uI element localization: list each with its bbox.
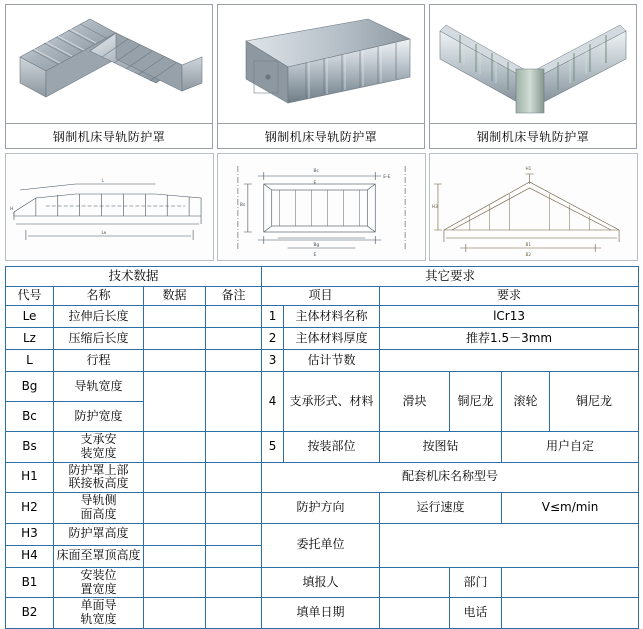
footer-label-date: 填单日期 bbox=[262, 598, 380, 629]
svg-text:E: E bbox=[313, 252, 317, 259]
row-code: H2 bbox=[6, 493, 54, 524]
row-name-line1: 导轨宽度 bbox=[74, 378, 123, 393]
svg-text:Bc: Bc bbox=[313, 168, 319, 175]
row-data[interactable] bbox=[144, 462, 206, 493]
row-name: 拉伸后长度 bbox=[54, 306, 144, 328]
svg-text:Le: Le bbox=[101, 229, 107, 236]
row-code-line1: Bg bbox=[21, 378, 38, 393]
col-header-item: 项目 bbox=[262, 287, 380, 306]
row-name-line2: 防护宽度 bbox=[74, 408, 123, 423]
product-photo-image-1 bbox=[6, 5, 212, 123]
product-photo-caption-3: 钢制机床导轨防护罩 bbox=[430, 123, 636, 148]
req-value-support-mat-2: 铜尼龙 bbox=[550, 372, 639, 432]
row-code: H3 bbox=[6, 523, 54, 545]
svg-text:H: H bbox=[9, 205, 14, 212]
row-data[interactable] bbox=[144, 493, 206, 524]
table-title-right: 其它要求 bbox=[262, 267, 639, 287]
footer-value-date[interactable] bbox=[380, 598, 450, 629]
req-value-support-type-1: 滑块 bbox=[380, 372, 450, 432]
req-value: lCr13 bbox=[380, 306, 639, 328]
row-name: 支承安 装宽度 bbox=[54, 432, 144, 463]
row-note[interactable] bbox=[206, 350, 262, 372]
row-code: B2 bbox=[6, 598, 54, 629]
product-photo-card-1 bbox=[5, 4, 213, 149]
product-photo-image-3 bbox=[430, 5, 636, 123]
footer-value-client[interactable] bbox=[380, 523, 639, 567]
table-title-left: 技术数据 bbox=[6, 267, 262, 287]
req-item: 主体材料名称 bbox=[284, 306, 380, 328]
row-data[interactable] bbox=[144, 306, 206, 328]
col-header-name: 名称 bbox=[54, 287, 144, 306]
row-data[interactable] bbox=[144, 328, 206, 350]
row-name: 压缩后长度 bbox=[54, 328, 144, 350]
technical-drawing-side-elevation bbox=[5, 153, 214, 261]
req-value-support-type-2: 滚轮 bbox=[502, 372, 550, 432]
svg-text:Bg: Bg bbox=[313, 242, 320, 249]
row-name bbox=[54, 402, 144, 432]
req-value: 推荐1.5－3mm bbox=[380, 328, 639, 350]
row-note[interactable] bbox=[206, 462, 262, 493]
row-name: 安装位 置宽度 bbox=[54, 567, 144, 598]
product-photo-card-2 bbox=[217, 4, 425, 149]
row-code bbox=[6, 372, 54, 402]
req-value-mount-2: 用户自定 bbox=[502, 432, 639, 463]
req-item: 估计节数 bbox=[284, 350, 380, 372]
col-header-requirement: 要求 bbox=[380, 287, 639, 306]
svg-text:L: L bbox=[101, 177, 104, 184]
product-photo-row bbox=[5, 4, 638, 149]
row-note[interactable] bbox=[206, 523, 262, 545]
row-data[interactable] bbox=[144, 545, 206, 567]
technical-drawing-front-elevation bbox=[429, 153, 638, 261]
row-data[interactable] bbox=[144, 432, 206, 463]
row-code: L bbox=[6, 350, 54, 372]
footer-value-department[interactable] bbox=[502, 567, 639, 598]
req-no: 4 bbox=[262, 372, 284, 432]
row-name: 导轨侧 面高度 bbox=[54, 493, 144, 524]
svg-text:E-E: E-E bbox=[383, 174, 391, 181]
req-item: 按装部位 bbox=[284, 432, 380, 463]
footer-label-speed: 运行速度 bbox=[380, 493, 502, 524]
product-photo-card-3 bbox=[429, 4, 637, 149]
footer-label-filler: 填报人 bbox=[262, 567, 380, 598]
row-note[interactable] bbox=[206, 545, 262, 567]
req-value-support-mat-1: 铜尼龙 bbox=[450, 372, 502, 432]
footer-label-client: 委托单位 bbox=[262, 523, 380, 567]
req-no: 2 bbox=[262, 328, 284, 350]
row-data[interactable] bbox=[144, 350, 206, 372]
col-header-note: 备注 bbox=[206, 287, 262, 306]
req-item: 支承形式、材料 bbox=[284, 372, 380, 432]
row-data[interactable] bbox=[144, 567, 206, 598]
footer-label-machine-model: 配套机床名称型号 bbox=[262, 462, 639, 493]
specification-table bbox=[5, 266, 639, 629]
req-value[interactable] bbox=[380, 350, 639, 372]
req-item: 主体材料厚度 bbox=[284, 328, 380, 350]
row-data[interactable] bbox=[144, 523, 206, 545]
row-name: 防护罩上部 联接板高度 bbox=[54, 462, 144, 493]
svg-text:B2: B2 bbox=[525, 251, 532, 258]
row-code: B1 bbox=[6, 567, 54, 598]
footer-value-phone[interactable] bbox=[502, 598, 639, 629]
req-no: 5 bbox=[262, 432, 284, 463]
row-code: Bs bbox=[6, 432, 54, 463]
technical-drawing-section-detail bbox=[217, 153, 426, 261]
svg-text:H1: H1 bbox=[525, 165, 532, 172]
footer-label-department: 部门 bbox=[450, 567, 502, 598]
footer-label-phone: 电话 bbox=[450, 598, 502, 629]
row-note[interactable] bbox=[206, 306, 262, 328]
row-code: Lz bbox=[6, 328, 54, 350]
row-note[interactable] bbox=[206, 328, 262, 350]
row-code bbox=[6, 402, 54, 432]
footer-label-direction: 防护方向 bbox=[262, 493, 380, 524]
row-code: Le bbox=[6, 306, 54, 328]
product-photo-caption-1: 钢制机床导轨防护罩 bbox=[6, 123, 212, 148]
req-no: 1 bbox=[262, 306, 284, 328]
svg-text:E: E bbox=[313, 180, 317, 187]
footer-value-filler[interactable] bbox=[380, 567, 450, 598]
row-code-line2: Bc bbox=[22, 408, 37, 423]
row-data[interactable] bbox=[144, 598, 206, 629]
technical-drawing-row bbox=[5, 153, 638, 261]
req-no: 3 bbox=[262, 350, 284, 372]
row-note[interactable] bbox=[206, 493, 262, 524]
footer-value-speed: V≤m/min bbox=[502, 493, 639, 524]
row-name: 防护罩高度 bbox=[54, 523, 144, 545]
col-header-data: 数据 bbox=[144, 287, 206, 306]
row-note[interactable] bbox=[206, 567, 262, 598]
product-photo-image-2 bbox=[218, 5, 424, 123]
row-note[interactable] bbox=[206, 372, 262, 432]
product-photo-caption-2: 钢制机床导轨防护罩 bbox=[218, 123, 424, 148]
col-header-code: 代号 bbox=[6, 287, 54, 306]
row-name: 行程 bbox=[54, 350, 144, 372]
req-value-mount-1: 按图钻 bbox=[380, 432, 502, 463]
row-code: H4 bbox=[6, 545, 54, 567]
svg-text:B1: B1 bbox=[525, 241, 532, 248]
row-note[interactable] bbox=[206, 432, 262, 463]
row-name: 单面导 轨宽度 bbox=[54, 598, 144, 629]
row-note[interactable] bbox=[206, 598, 262, 629]
row-name: 床面至罩顶高度 bbox=[54, 545, 144, 567]
row-data[interactable] bbox=[144, 372, 206, 432]
row-code: H1 bbox=[6, 462, 54, 493]
svg-text:H3: H3 bbox=[431, 203, 438, 210]
row-name bbox=[54, 372, 144, 402]
svg-text:Bs: Bs bbox=[239, 202, 246, 209]
